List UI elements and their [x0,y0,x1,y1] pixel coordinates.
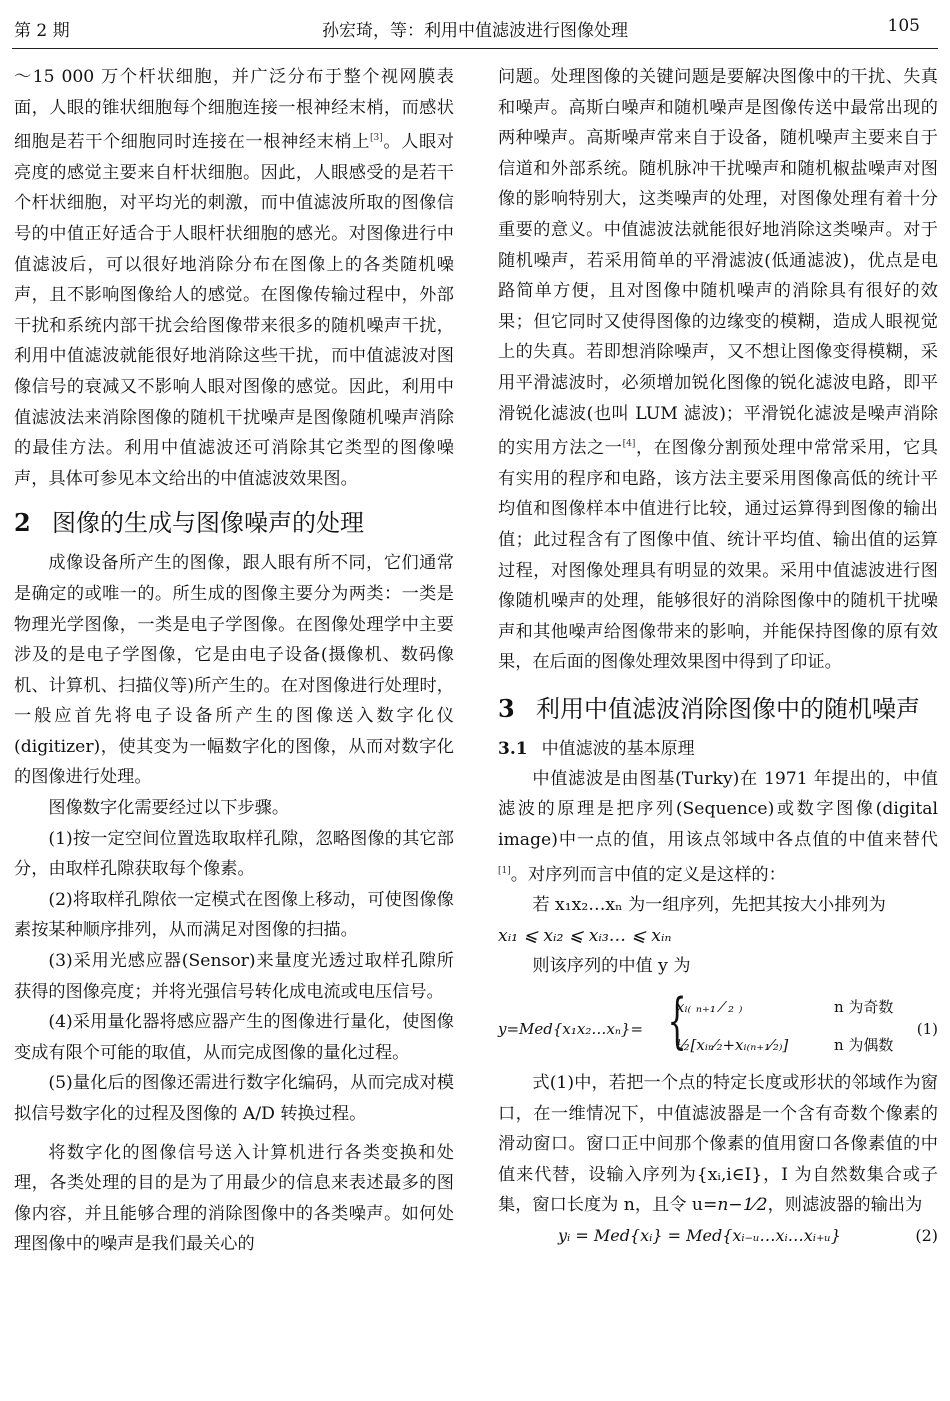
paragraph: 成像设备所产生的图像，跟人眼有所不同，它们通常是确定的或唯一的。所生成的图像主要分为两类：一类是物理光学图像，一类是电子学图像。在图像处理学中主要涉及的是电子学图像，它是由电子设备(摄像机、数码像机、计算机、扫描仪等)所产生的。在对图像进行处理时，一般应首先将电子设备所产生的图像送入数字化仪(digitizer)，使其变为一幅数字化的图像，从而对数字化的图像进行处理。 [14,553,454,788]
citation-ref: [4] [622,439,636,450]
paragraph: 问题。处理图像的关键问题是要解决图像中的干扰、失真和噪声。高斯白噪声和随机噪声是图像传送中最常出现的两种噪声。高斯噪声常来自于设备，随机噪声主要来自于信道和外部系统。随机脉冲干扰噪声和随机椒盐噪声对图像的影响特别大，这类噪声的处理，对图像处理有着十分重要的意义。中值滤波法就能很好地消除这类噪声。对于随机噪声，若采用简单的平滑滤波(低通滤波)，优点是电路简单方便，且对图像中随机噪声的消除具有很好的效果；但它同时又使得图像的边缘变的模糊，造成人眼视觉上的失真。若即想消除噪声，又不想让图像变得模糊，采用平滑滤波时，必须增加锐化图像的锐化滤波电路，即平滑锐化滤波(也叫 LUM 滤波)；平滑锐化滤波是噪声消除的实用方法之一[4]，在图像分割预处理中常常采用，它具有实用的程序和电路，该方法主要采用图像高低的统计平均值和图像样本中值进行比较，通过运算得到图像的输出值；此过程含有了图像中值、统计平均值、输出值的运算过程，对图像处理具有明显的效果。采用中值滤波进行图像随机噪声的处理，能够很好的消除图像中的随机干扰噪声和其他噪声给图像带来的影响，并能保持图像的原有效果，在后面的图像处理效果图中得到了印证。 [498,67,938,673]
section-title: 利用中值滤波消除图像中的随机噪声 [536,694,920,723]
right-column [498,62,938,1252]
formula-order: xᵢ₁ ⩽ xᵢ₂ ⩽ xᵢ₃… ⩽ xᵢₙ [498,925,672,946]
section-heading [498,692,938,726]
formula-brace: { [667,986,687,1057]
subsection-heading [498,734,938,764]
list-item: (3)采用光感应器(Sensor)来量度光透过取样孔隙所获得的图像亮度；并将光强信号转化成电流或电压信号。 [14,951,454,1002]
formula-cond-even: n 为偶数 [834,1036,894,1055]
citation-ref: [3] [370,133,383,144]
page-number: 105 [887,16,920,36]
formula-1 [498,986,938,1064]
paragraph: 图像数字化需要经过以下步骤。 [48,798,290,819]
formula-2 [498,1221,938,1252]
page-header [0,0,950,44]
paragraph: 将数字化的图像信号送入计算机进行各类变换和处理，各类处理的目的是为了用最少的信息来表述最多的图像内容，并且能够合理的消除图像中的各类噪声。如何处理图像中的噪声是我们最关心的 [14,1142,454,1255]
list-item: (4)采用量化器将感应器产生的图像进行量化，使图像变成有限个可能的取值，从而完成图像的量化过程。 [14,1012,454,1063]
paragraph: 则该序列的中值 y 为 [532,956,691,977]
running-title: 孙宏琦，等：利用中值滤波进行图像处理 [322,21,628,41]
list-item: (2)将取样孔隙依一定模式在图像上移动，可使图像像素按某种顺序排列，从而满足对图像的扫描。 [14,889,454,941]
formula-lhs: y=Med{x₁x₂…xₙ}= [498,1020,644,1039]
equation-number: (1) [916,1020,938,1039]
paragraph: 式(1)中，若把一个点的特定长度或形状的邻域作为窗口，在一维情况下，中值滤波器是一个含有奇数个像素的滑动窗口。窗口正中间那个像素的值用窗口各像素值的中值来代替，设输入序列为{xᵢ,i∈I}，I 为自然数集合或子集，窗口长度为 n，且令 u=n−1⁄2，则滤波器的输出为 [498,1073,938,1216]
section-heading [14,506,454,540]
equation-number: (2) [915,1226,938,1245]
paragraph: 若 x₁x₂…xₙ 为一组序列，先把其按大小排列为 [532,895,886,916]
formula-case-even: ½[xᵢₙ⁄₂+xᵢ₍ₙ₊₁⁄₂₎] [676,1036,789,1055]
section-title: 图像的生成与图像噪声的处理 [52,509,364,538]
list-item: (5)量化后的图像还需进行数字化编码，从而完成对模拟信号数字化的过程及图像的 A/D 转换过程。 [14,1073,454,1124]
left-column [14,62,454,1260]
section-number: 3 [498,693,515,723]
formula-cond-odd: n 为奇数 [834,998,894,1017]
citation-ref: [1] [498,865,511,876]
section-number: 2 [14,508,31,538]
issue-number: 第 2 期 [14,21,70,41]
formula-body: yᵢ = Med{xᵢ} = Med{xᵢ₋ᵤ…xᵢ…xᵢ₊ᵤ} [558,1226,841,1245]
formula-case-odd: xᵢ₍ ₙ₊₁ ⁄ ₂ ₎ [676,998,743,1017]
list-item: (1)按一定空间位置选取取样孔隙，忽略图像的其它部分，由取样孔隙获取每个像素。 [14,828,454,880]
inline-fraction: n−1⁄2 [717,1195,768,1216]
subsection-title: 中值滤波的基本原理 [541,738,695,759]
subsection-number: 3.1 [498,738,528,759]
header-rule [12,48,938,49]
paragraph: 中值滤波是由图基(Turky)在 1971 年提出的，中值滤波的原理是把序列(Sequence)或数字图像(digital image)中一点的值，用该点邻域中各点值的中值来替代[1]。对序列而言中值的定义是这样的： [498,768,938,885]
paragraph: ～15 000 万个杆状细胞，并广泛分布于整个视网膜表面，人眼的锥状细胞每个细胞连接一根神经末梢，而感状细胞是若干个细胞同时连接在一根神经末梢上[3]。人眼对亮度的感觉主要来自杆状细胞。因此，人眼感受的是若干个杆状细胞，对平均光的刺激，而中值滤波所取的图像信号的中值正好适合于人眼杆状细胞的感光。对图像进行中值滤波后，可以很好地消除分布在图像上的各类随机噪声，且不影响图像给人的感觉。在图像传输过程中，外部干扰和系统内部干扰会给图像带来很多的随机噪声干扰，利用中值滤波就能很好地消除这些干扰，而中值滤波对图像信号的衰减又不影响人眼对图像的感觉。因此，利用中值滤波法来消除图像的随机干扰噪声是图像随机噪声消除的最佳方法。利用中值滤波还可消除其它类型的图像噪声，具体可参见本文给出的中值滤波效果图。 [14,67,454,489]
